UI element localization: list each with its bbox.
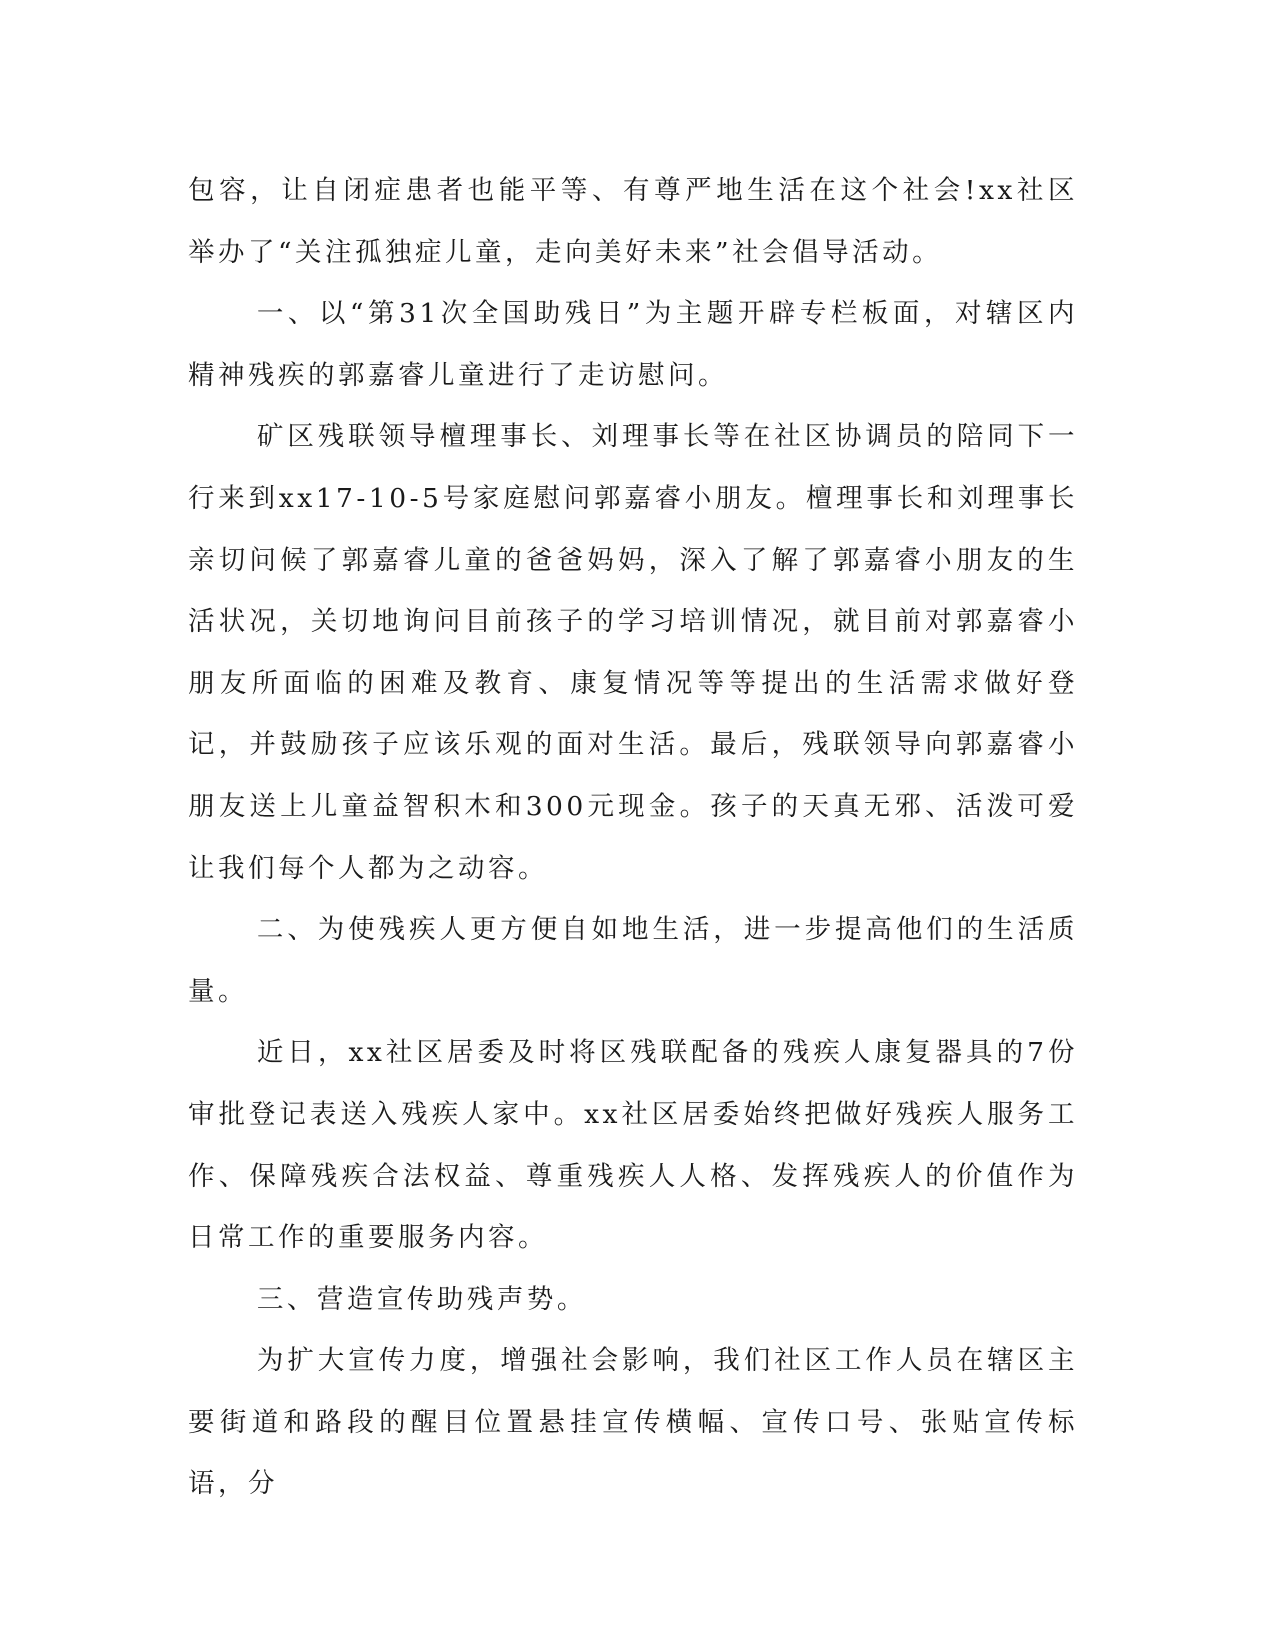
paragraph-6: 三、营造宣传助残声势。 [256,1283,587,1315]
paragraph-2: 一、以“第31次全国助残日”为主题开辟专栏板面，对辖区内精神残疾的郭嘉睿儿童进行了走访慰问。 [188,298,1078,391]
paragraph-7: 为扩大宣传力度，增强社会影响，我们社区工作人员在辖区主要街道和路段的醒目位置悬挂宣传横幅、宣传口号、张贴宣传标语，分 [188,1345,1078,1500]
paragraph-5: 近日，xx社区居委及时将区残联配备的残疾人康复器具的7份审批登记表送入残疾人家中。xx社区居委始终把做好残疾人服务工作、保障残疾合法权益、尊重残疾人人格、发挥残疾人的价值作为日常工作的重要服务内容。 [188,1037,1078,1254]
paragraph-4: 二、为使残疾人更方便自如地生活，进一步提高他们的生活质量。 [188,914,1078,1007]
paragraph-1: 包容，让自闭症患者也能平等、有尊严地生活在这个社会!xx社区举办了“关注孤独症儿童，走向美好未来”社会倡导活动。 [188,175,1078,268]
paragraph-3: 矿区残联领导檀理事长、刘理事长等在社区协调员的陪同下一行来到xx17-10-5号家庭慰问郭嘉睿小朋友。檀理事长和刘理事长亲切问候了郭嘉睿儿童的爸爸妈妈，深入了解了郭嘉睿小朋友的生活状况，关切地询问目前孩子的学习培训情况，就目前对郭嘉睿小朋友所面临的困难及教育、康复情况等等提出的生活需求做好登记，并鼓励孩子应该乐观的面对生活。最后，残联领导向郭嘉睿小朋友送上儿童益智积木和300元现金。孩子的天真无邪、活泼可爱让我们每个人都为之动容。 [188,421,1078,884]
document-body [188,160,1078,1515]
